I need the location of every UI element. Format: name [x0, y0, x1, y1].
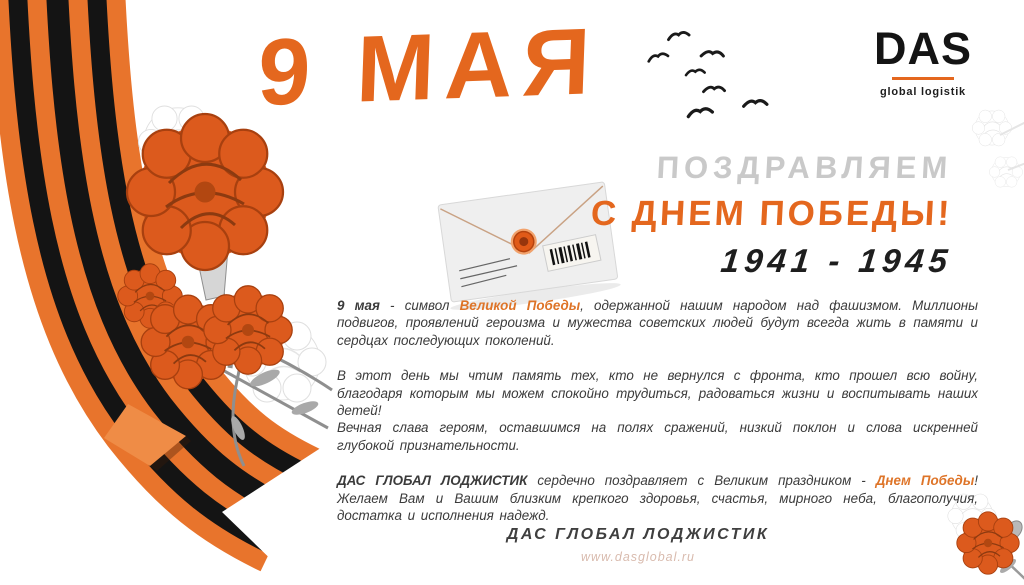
logo-wordmark: DAS — [873, 23, 972, 74]
event-title: 9 МАЯ — [256, 7, 602, 126]
company-name-bold: ДАС ГЛОБАЛ ЛОДЖИСТИК — [337, 473, 528, 489]
website-link[interactable]: www.dasglobal.ru — [581, 550, 695, 564]
paragraph-2: В этот день мы чтим память тех, кто не вернулся с фронта, кто прошел всю войну, благодаря которым мы можем спокойно трудиться, радоваться жизни и воспитывать наших детей! Вечная слава героям, оставшимся на полях сражений, низкий поклон и слова искренней глубокой признательности. — [337, 368, 978, 453]
footer-company-name: ДАС ГЛОБАЛ ЛОДЖИСТИК — [506, 526, 770, 543]
paragraph-1: 9 мая - символ Великой Победы, одержанной нашим народом над фашизмом. Миллионы подвигов, проявлений героизма и мужества советских людей будут всегда жить в памяти и сердцах последующих поколений. — [337, 298, 978, 348]
war-years: 1941 - 1945 — [718, 242, 954, 279]
company-logo — [873, 23, 972, 98]
logo-tagline: global logistik — [880, 86, 966, 98]
greeting-block — [591, 150, 952, 280]
paragraph-3: ДАС ГЛОБАЛ ЛОДЖИСТИК сердечно поздравляет с Великим праздником - Днем Победы! Желаем Вам и Вашим близким крепкого здоровья, счастья, мирного неба, благополучия, достатка и исполнения надежд. — [337, 473, 978, 524]
highlight-great-victory: Великой Победы — [459, 298, 581, 313]
flying-birds-icon — [648, 32, 767, 117]
logo-underline — [892, 77, 954, 80]
greeting-congrats: ПОЗДРАВЛЯЕМ — [655, 150, 953, 185]
date-lead: 9 мая — [337, 298, 380, 313]
highlight-victory-day: Днем Победы — [875, 473, 975, 489]
message-text — [337, 297, 978, 524]
footer — [412, 526, 864, 564]
greeting-victory-day: С ДНЕМ ПОБЕДЫ! — [589, 194, 954, 233]
